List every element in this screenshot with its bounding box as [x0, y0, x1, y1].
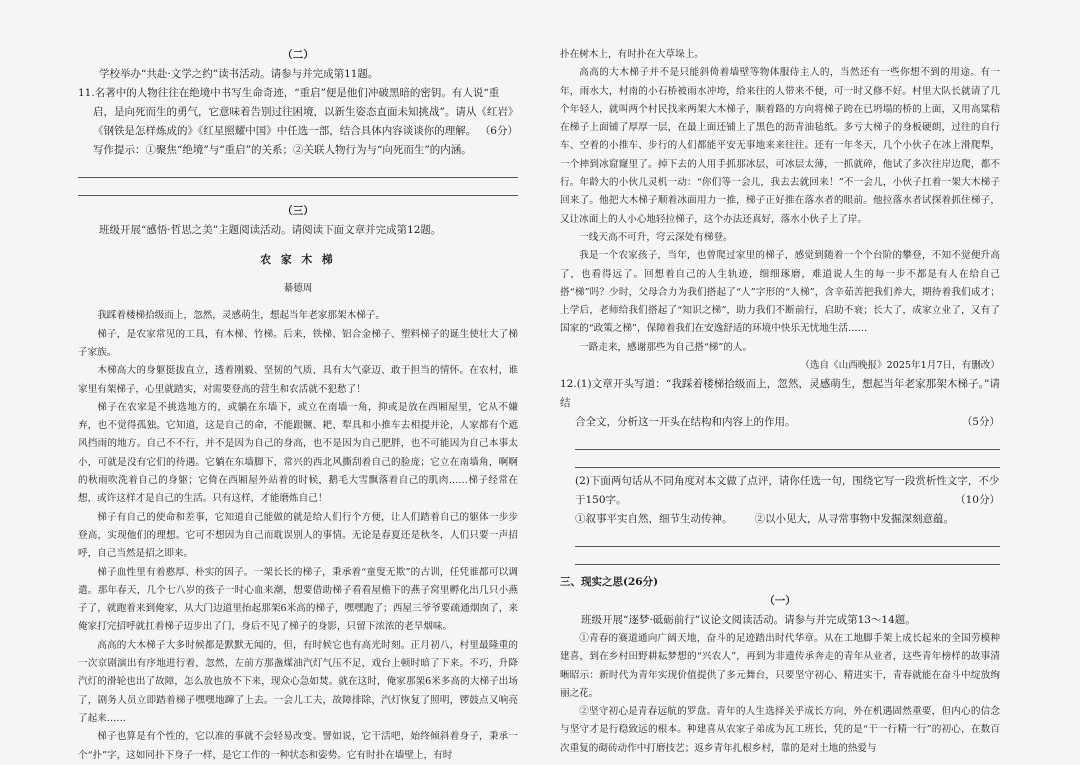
article-source: （选自《山西晚报》2025年1月7日，有删改）	[800, 360, 1000, 372]
answer-line[interactable]	[575, 529, 1000, 547]
q11-line-1: 11.名著中的人物往往在绝境中书写生命奇迹，“重启”便是他们冲破黑暗的密钥。有人说“重	[78, 86, 500, 99]
q12-2-line-1: (2)下面两句话从不同角度对本文做了点评，请你任选一句，围绕它写一段赏析性文字，不少	[575, 475, 1000, 488]
part-3-sub-1-heading: （一）	[764, 595, 796, 608]
article-paragraph: 高高的大木梯子大多时候都是默默无闻的，但，有时候它也有高光时刻。正月初八，村里最隆重的一次京剧演出有序地进行着，忽然，左前方那盏煤油汽灯气压不足，戏台上顿时暗了下来。不巧，升降汽灯的滑轮也出了故障，怎么放也放不下来，现众心急如焚。就在这时，俺家那架6米多高的大梯子出场了，剧务人员立即踏着梯子嘿嘿地蹿了上去。一会儿工夫，故障排除，汽灯恢复了照明，锣鼓点又响亮了起来……	[78, 639, 518, 724]
article-paragraph: 梯子有自己的使命和差事，它知道自己能做的就是给人们行个方便，让人们踏着自己的躯体一步步登高，实现他们的理想。它可不想因为自己而耽误别人的事情。无论是春夏还是秋冬，人们只要一声招呼，自己当然是招之即来。	[78, 511, 518, 560]
q12-2-option-1: ①叙事平实自然，细节生动传神。	[575, 513, 733, 526]
article-author: 綦德周	[283, 282, 313, 294]
q12-2-line-2-row	[560, 491, 1000, 510]
q12-2-option-2: ②以小见大，从寻常事物中发掘深刻意蕴。	[754, 513, 954, 526]
article-paragraph: 我是一个农家孩子，当年，也曾爬过家里的梯子，感觉到随着一个个台阶的攀登，不知不觉便升高了，也看得远了。回想着自己的人生轨迹，细细琢磨，难道说人生的每一步不都是有人在给自己搭“梯”吗？少时，父母合力为我们搭起了“人”字形的“人梯”，含辛茹苦把我们养大，期待着我们成才；上学后，老师给我们搭起了“知识之梯”，助力我们不断前行，启助不衰；长大了，成家立业了，又有了国家的“政策之梯”，保障着我们在安逸舒适的环境中快乐无忧地生活……	[560, 250, 1000, 335]
answer-line[interactable]	[575, 547, 1000, 565]
q12-2-options	[560, 510, 1000, 529]
article-paragraph: 一路走来，感谢那些为自己搭“梯”的人。	[579, 341, 753, 353]
article-paragraph: 扑在树木上，有时扑在大草垛上。	[560, 49, 704, 60]
article-paragraph: 梯子，是农家常见的工具，有木梯、竹梯。后来，铁梯、铝合金梯子、塑料梯子的诞生使壮大了梯子家族。	[78, 328, 518, 358]
q12-1-line-1: 12.(1)文章开头写道：“我踩着楼梯拾级而上，忽然，灵感萌生，想起当年老家那架木梯子。”请结	[560, 378, 1000, 410]
part-3-sub-1-intro: 班级开展“逐梦·砥砺前行”议论文阅读活动。请参与并完成第13～14题。	[581, 614, 916, 627]
article-title: 农 家 木 梯	[260, 252, 336, 266]
q11-hint: 写作提示：①聚焦“绝境”与“重启”的关系；②关联人物行为与“向死而生”的内涵。	[93, 143, 472, 156]
q11-line-3-row	[78, 122, 518, 141]
article-paragraph: 我踩着楼梯拾级而上，忽然，灵感萌生，想起当年老家那架木梯子。	[97, 310, 385, 322]
essay-paragraph: ①青春的赛道通向广阔天地，奋斗的足迹踏出时代华章。从在工地脚手架上成长起来的全国劳模种建喜，到在乡村田野耕耘梦想的“兴农人”，再到为非遗传承奔走的青年从业者，这些青年榜样的故事清晰昭示：新时代为青年实现价值提供了多元舞台，只要坚守初心、精进实干，青春就能在奋斗中绽放绚丽之花。	[560, 632, 1000, 699]
q12-1-points: （5分）	[961, 416, 1000, 429]
q12-1-line-2: 合全文，分析这一开头在结构和内容上的作用。	[575, 416, 796, 429]
q12-1-line-2-row	[560, 413, 1000, 432]
answer-line[interactable]	[78, 160, 518, 178]
q11-line-3: 《钢铁是怎样炼成的》《红星照耀中国》中任选一部，结合具体内容谈谈你的理解。	[93, 124, 477, 137]
article-paragraph: 一线天高不可升，穹云深处有梯登。	[579, 231, 733, 243]
section-3-heading: （三）	[282, 204, 314, 217]
q12-2-line-2: 于150字。	[575, 494, 627, 507]
article-paragraph: 梯子也算是有个性的，它以准的事就不会轻易改变。譬如说，它干活吧，始终倾斜着身子，秉承一个“扑”字，这如同扑下身子一样，是它工作的一种状态和姿势。它有时扑在墙壁上，有时	[78, 731, 518, 761]
answer-line[interactable]	[575, 450, 1000, 468]
article-paragraph: 梯子在农家是不挑选地方的，或躺在东墙下，或立在南墙一角，抑或是放在西厢屋里，它从不嫌弃，也不觉得孤独。它知道，这是自己的命，不能跟镢、耙、犁具和小推车去相提并论，人家都有个遮风挡雨的地方。自己不不行，并不是因为自己的身高，也不是因为自己肥胖，也不可能因为自己本事太小，可就是没有它们的待遇。它躺在东墙脚下，常兴的西北风撕刮着自己的脸庞；它立在南墙角，啊啊的秋雨吹洗着自己的身躯；它倚在西厢屋外站着的时候，鹅毛大雪飘落着自己的肌肉……梯子经常在想，或许这样才是自己的生活。只有这样，才能磨炼自己！	[78, 401, 518, 505]
section-2-heading: （二）	[282, 49, 314, 61]
answer-line[interactable]	[78, 178, 518, 196]
section-3-intro: 班级开展“感悟·哲思之美”主题阅读活动。请阅读下面文章并完成第12题。	[99, 223, 442, 236]
right-column	[560, 46, 1000, 758]
q12-2-points: （10分）	[955, 494, 1000, 507]
essay-paragraph: ②坚守初心是青春远航的罗盘。青年的人生选择关乎成长方向，外在机遇固然重要，但内心的信念与坚守才是行稳致远的根本。种建喜从农家子弟成为瓦工班长，凭的是“干一行精一行”的初心，在数百次重复的砌砖动作中打磨技艺；返乡青年扎根乡村，靠的是对土地的热爱与	[560, 706, 1000, 754]
article-paragraph: 梯子血性里有着憨厚、朴实的因子。一架长长的梯子，秉承着“童叟无欺”的古训，任凭谁都可以调遣。那年春天，几个七八岁的孩子一时心血来潮，想要借助梯子看看屋檐下的燕子窝里孵化出几只小燕子了，就跑着来到俺家，从大门边道里抬起那架6米高的梯子，嘿嘿跑了；西屋三爷爷要疏通烟囱了，来俺家打完招呼就扛着梯子迈步出了门，身后不见了梯子的身影，只留下浓浓的老旱烟味。	[78, 566, 518, 633]
answer-line[interactable]	[575, 432, 1000, 450]
article-paragraph: 高高的大木梯子并不是只能斜倚着墙壁等物体服侍主人的，当然还有一些你想不到的用途。有一年，雨水大，村南的小石桥被雨水冲垮，给来往的人带来不便，可一时又修不好。村里大队长就请了几个年轻人，就叫两个村民找来两架大木梯子，顺着路的方向将梯子跨在已坍塌的桥的上面，又用高粱秸在梯子上面铺了厚厚一层，在最上面还铺上了黑色的沥青油毡纸。多亏大梯子的身板硬朗，过往的自行车、空着的小推车、步行的人们都能平安无事地来来往往。还有一年冬天，几个小伙子在冰上滑爬犁，一个摔到冰窟窿里了。掉下去的人用手抓那冰层，可冰层太薄，一抓就碎，他试了多次往岸边爬，都不行。年龄大的小伙儿灵机一动：“你们等一会儿，我去去就回来！”不一会儿，小伙子扛着一架大木梯子回来了。他把大木梯子顺着冰面用力一推，梯子正好推在落水者的眼前。他拉落水者试探着抓住梯子，又让冰面上的人小心地轻拉梯子，这个办法还真好，落水小伙子上了岸。	[560, 67, 1000, 225]
article-paragraph: 木梯高大的身躯挺拔直立，透着刚毅、坚韧的气质，具有大气豪迈、敢于担当的情怀。在农村，谁家里有架梯子，心里就踏实，对需要登高的营生和农活就不犯愁了！	[78, 365, 518, 395]
section-2-intro: 学校举办“共赴·文学之约”读书活动。请参与并完成第11题。	[99, 68, 379, 80]
q11-line-2: 启，是向死而生的勇气，它意味着告别过往困境，以新生姿态直面未知挑战”。请从《红岩》	[93, 105, 519, 118]
part-3-heading: 三、现实之思(26分)	[560, 576, 659, 589]
q11-points: （6分）	[479, 124, 518, 137]
left-column	[78, 46, 518, 765]
